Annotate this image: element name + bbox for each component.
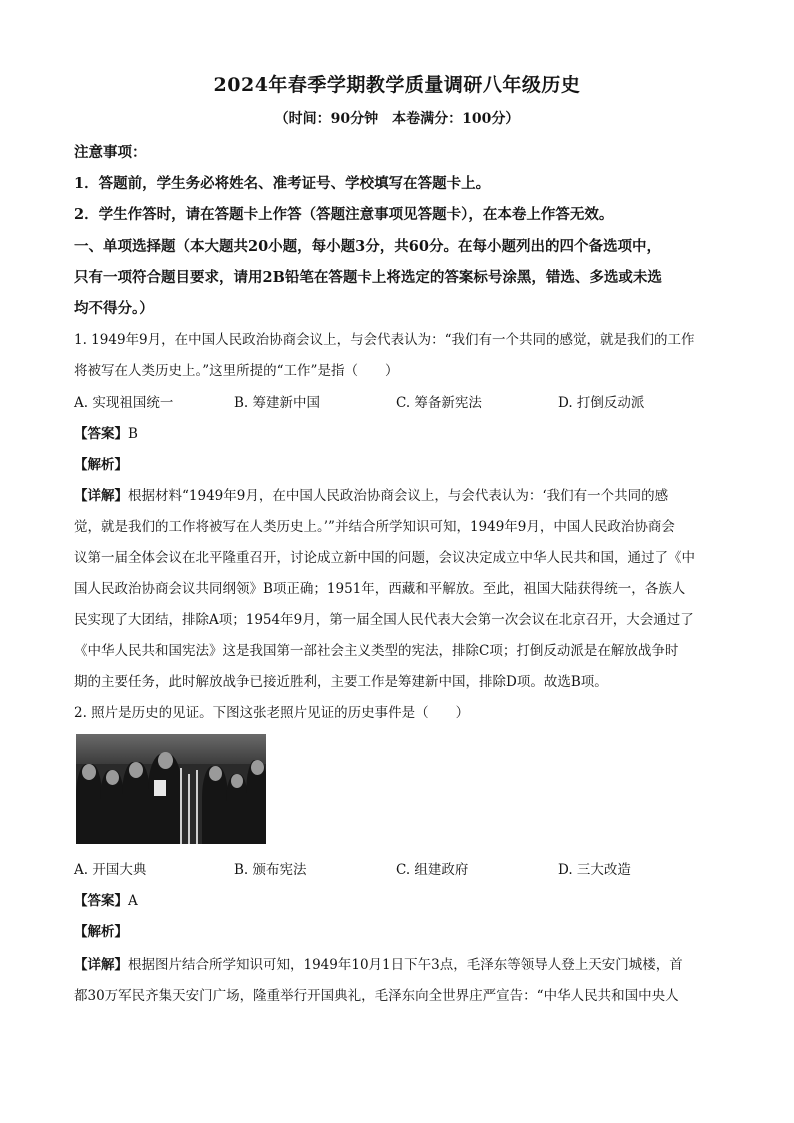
q1-answer [74,422,724,442]
q1-detail-line-3: 议第一届全体会议在北平隆重召开，讨论成立新中国的问题，会议决定成立中华人民共和国，通过了《中 [74,550,695,566]
q2-detail-line-1 [74,953,724,973]
q1-answer-value: B [128,426,138,442]
q1-analysis-tag [74,453,724,473]
q1-option-a: A. 实现祖国统一 [74,395,174,411]
section-instructions-line-1: 一、单项选择题（本大题共20小题，每小题3分，共60分。在每小题列出的四个备选项中， [74,238,661,255]
q1-option-d: D. 打倒反动派 [558,395,645,411]
q2-answer [74,889,724,909]
q1-detail-line-7: 期的主要任务，此时解放战争已接近胜利，主要工作是筹建新中国，排除D项。故选B项。 [74,674,608,690]
q2-detail-text-1: 根据图片结合所学知识可知，1949年10月1日下午3点，毛泽东等领导人登上天安门城楼，首 [128,957,683,973]
q1-detail-line-2: 觉，就是我们的工作将被写在人类历史上。’”并结合所学知识可知，1949年9月，中国人民政治协商会 [74,519,675,535]
q1-answer-tag: 【答案】 [74,426,128,442]
q1-detail-line-6: 《中华人民共和国宪法》这是我国第一部社会主义类型的宪法，排除C项；打倒反动派是在解放战争时 [74,643,679,659]
q2-stem: 2. 照片是历史的见证。下图这张老照片见证的历史事件是（ ） [74,705,470,721]
q2-detail-tag: 【详解】 [74,957,128,973]
q1-analysis-label: 【解析】 [74,457,128,473]
section-instructions-line-3: 均不得分。） [74,300,154,317]
q1-stem-line-2: 将被写在人类历史上。”这里所提的“工作”是指（ ） [74,363,399,379]
q2-option-a: A. 开国大典 [74,862,147,878]
q2-analysis-label: 【解析】 [74,924,128,940]
q2-analysis-tag [74,920,724,940]
section-instructions-line-2: 只有一项符合题目要求，请用2B铅笔在答题卡上将选定的答案标号涂黑，错选、多选或未选 [74,269,662,286]
page-title: 2024年春季学期教学质量调研八年级历史 [213,74,581,96]
historical-photo [76,734,266,844]
notice-item-2: 2．学生作答时，请在答题卡上作答（答题注意事项见答题卡），在本卷上作答无效。 [74,206,614,223]
q1-option-b: B. 筹建新中国 [234,395,321,411]
q1-detail-line-4: 国人民政治协商会议共同纲领》B项正确；1951年，西藏和平解放。至此，祖国大陆获得统一，各族人 [74,581,686,597]
q1-option-c: C. 筹备新宪法 [396,395,482,411]
q1-detail-text-1: 根据材料“1949年9月，在中国人民政治协商会议上，与会代表认为：‘我们有一个共同的感 [128,488,669,504]
q1-detail-line-1 [74,484,724,504]
q2-option-c: C. 组建政府 [396,862,469,878]
q2-options [74,858,724,878]
q2-detail-line-2: 都30万军民齐集天安门广场，隆重举行开国典礼，毛泽东向全世界庄严宣告：“中华人民共和国中央人 [74,988,679,1004]
q1-detail-tag: 【详解】 [74,488,128,504]
notice-item-1: 1．答题前，学生务必将姓名、准考证号、学校填写在答题卡上。 [74,175,491,192]
q2-option-d: D. 三大改造 [558,862,631,878]
q2-option-b: B. 颁布宪法 [234,862,307,878]
q1-options [74,391,724,411]
q2-answer-tag: 【答案】 [74,893,128,909]
page-subtitle: （时间：90分钟 本卷满分：100分） [274,111,520,127]
q2-answer-value: A [128,893,138,909]
notice-heading: 注意事项： [74,144,147,161]
q1-detail-line-5: 民实现了大团结，排除A项；1954年9月，第一届全国人民代表大会第一次会议在北京召开，大会通过了 [74,612,694,628]
q1-stem-line-1: 1. 1949年9月，在中国人民政治协商会议上，与会代表认为：“我们有一个共同的感觉，就是我们的工作 [74,332,695,348]
